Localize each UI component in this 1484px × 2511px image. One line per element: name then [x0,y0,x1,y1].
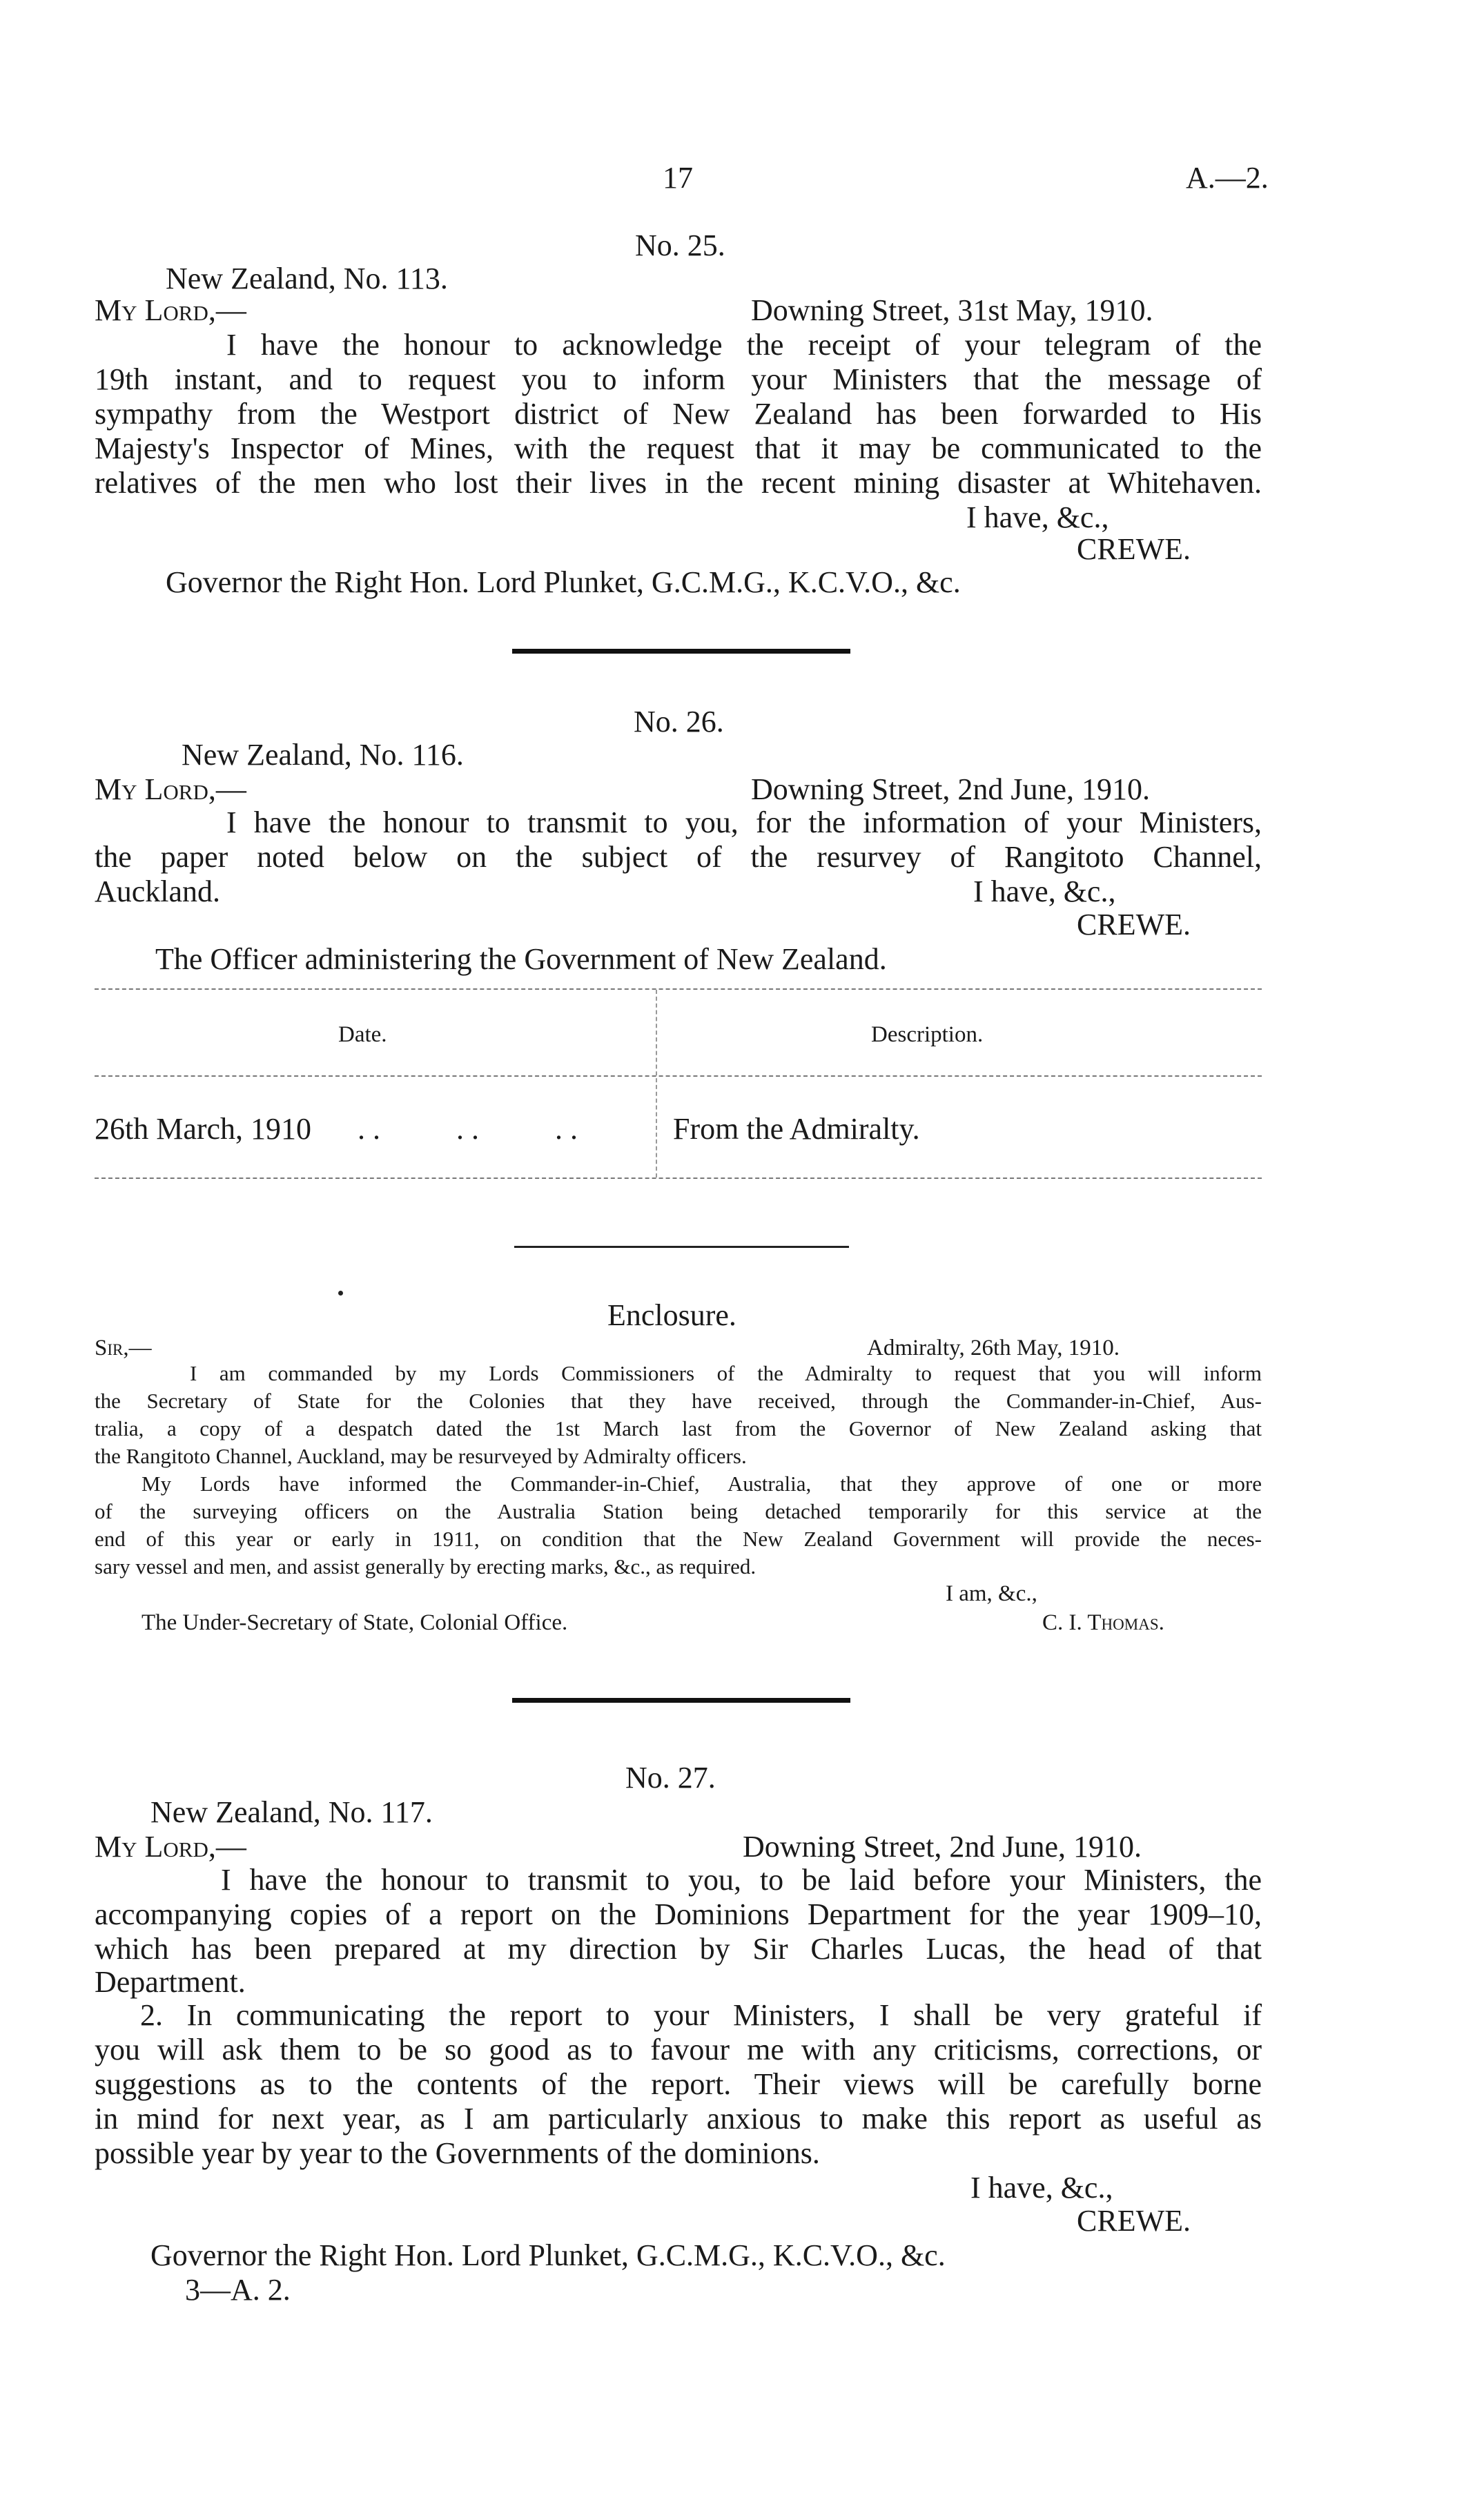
section-divider [512,1698,850,1703]
page-number: 17 [663,161,693,195]
table-cell-description: From the Admiralty. [673,1112,920,1146]
letter-27-body-line: in mind for next year, as I am particularly anxious to make this report as useful as [95,2102,1262,2136]
letter-25-reference: New Zealand, No. 113. [166,262,448,295]
letter-27-body-line: you will ask them to be so good as to favour me with any criticisms, corrections, or [95,2033,1262,2067]
letter-25-closing: I have, &c., [966,500,1109,534]
letter-25-place-date: Downing Street, 31st May, 1910. [751,293,1153,327]
enclosure-place-date: Admiralty, 26th May, 1910. [867,1336,1120,1360]
print-speck [338,1291,343,1296]
enclosure-salutation: Sir,— [95,1336,152,1360]
enclosure-body-line: end of this year or early in 1911, on condition that the New Zealand Government will provide the neces- [95,1527,1262,1551]
table-header-description: Description. [871,1022,984,1047]
letter-27-reference: New Zealand, No. 117. [150,1795,433,1829]
letter-26-place-date: Downing Street, 2nd June, 1910. [751,772,1151,806]
letter-25-salutation: My Lord,— [95,293,246,327]
letter-25-body-line: relatives of the men who lost their lives in the recent mining disaster at Whitehaven. [95,466,1262,500]
letter-27-body-line: accompanying copies of a report on the Dominions Department for the year 1909–10, [95,1897,1262,1931]
enclosure-body-line: the Rangitoto Channel, Auckland, may be resurveyed by Admiralty officers. [95,1444,747,1468]
letter-26-heading: No. 26. [634,705,724,739]
enclosure-heading: Enclosure. [607,1298,736,1332]
table-cell-date: 26th March, 1910 [95,1112,312,1146]
letter-25-heading: No. 25. [635,228,725,262]
table-header-date: Date. [338,1022,387,1047]
printer-signature-mark: 3—A. 2. [185,2273,291,2307]
letter-27-place-date: Downing Street, 2nd June, 1910. [743,1830,1142,1864]
letter-26-salutation: My Lord,— [95,772,246,806]
table-header-rule [95,1075,1262,1077]
letter-27-addressee: Governor the Right Hon. Lord Plunket, G.C.M.G., K.C.V.O., &c. [150,2238,946,2272]
letter-27-closing: I have, &c., [970,2171,1113,2205]
letter-27-body-line: I have the honour to transmit to you, to be laid before your Ministers, the [221,1863,1262,1897]
letter-27-body-line: which has been prepared at my direction by Sir Charles Lucas, the head of that [95,1932,1262,1966]
enclosure-body-line: sary vessel and men, and assist generally by erecting marks, &c., as required. [95,1554,756,1579]
letter-27-heading: No. 27. [625,1761,716,1795]
letter-25-body-line: Majesty's Inspector of Mines, with the request that it may be communicated to the [95,431,1262,465]
letter-27-salutation: My Lord,— [95,1830,246,1864]
letter-25-addressee: Governor the Right Hon. Lord Plunket, G.C.M.G., K.C.V.O., &c. [166,565,961,599]
enclosure-addressee: The Under-Secretary of State, Colonial Office. [141,1610,568,1635]
enclosure-body-line: of the surveying officers on the Australia Station being detached temporarily for this service at the [95,1499,1262,1523]
table-column-divider [656,990,657,1178]
letter-27-body-line: possible year by year to the Governments of the dominions. [95,2136,820,2170]
letter-26-body-line: the paper noted below on the subject of the resurvey of Rangitoto Channel, [95,840,1262,874]
letter-27-signature: CREWE. [1077,2204,1191,2238]
table-bottom-rule [95,1178,1262,1179]
letter-27-body-line: Department. [95,1965,246,1999]
letter-26-body-line: Auckland. [95,875,221,908]
letter-27-body-line: 2. In communicating the report to your Ministers, I shall be very grateful if [140,1998,1262,2032]
table-top-rule [95,988,1262,990]
letter-26-closing: I have, &c., [973,875,1116,908]
document-reference: A.—2. [1186,161,1269,195]
enclosure-signature: C. I. Thomas. [1042,1610,1164,1635]
enclosure-closing: I am, &c., [946,1581,1037,1606]
letter-26-body-line: I have the honour to transmit to you, for the information of your Ministers, [226,805,1262,839]
section-divider [512,649,850,654]
letter-26-reference: New Zealand, No. 116. [182,738,464,772]
letter-26-signature: CREWE. [1077,908,1191,941]
enclosure-body-line: I am commanded by my Lords Commissioners of the Admiralty to request that you will inform [190,1361,1262,1385]
letter-25-body-line: I have the honour to acknowledge the receipt of your telegram of the [226,328,1262,362]
enclosure-body-line: My Lords have informed the Commander-in-Chief, Australia, that they approve of one or more [141,1472,1262,1496]
enclosure-body-line: tralia, a copy of a despatch dated the 1st March last from the Governor of New Zealand asking that [95,1416,1262,1440]
letter-26-addressee: The Officer administering the Government of New Zealand. [155,942,887,976]
table-cell-leaders: . . . . . . [358,1112,578,1146]
section-divider [514,1246,849,1248]
letter-25-body-line: sympathy from the Westport district of New Zealand has been forwarded to His [95,397,1262,431]
enclosure-body-line: the Secretary of State for the Colonies that they have received, through the Commander-in-Chief, Aus- [95,1389,1262,1413]
letter-27-body-line: suggestions as to the contents of the report. Their views will be carefully borne [95,2067,1262,2101]
letter-25-body-line: 19th instant, and to request you to inform your Ministers that the message of [95,362,1262,396]
letter-25-signature: CREWE. [1077,532,1191,566]
